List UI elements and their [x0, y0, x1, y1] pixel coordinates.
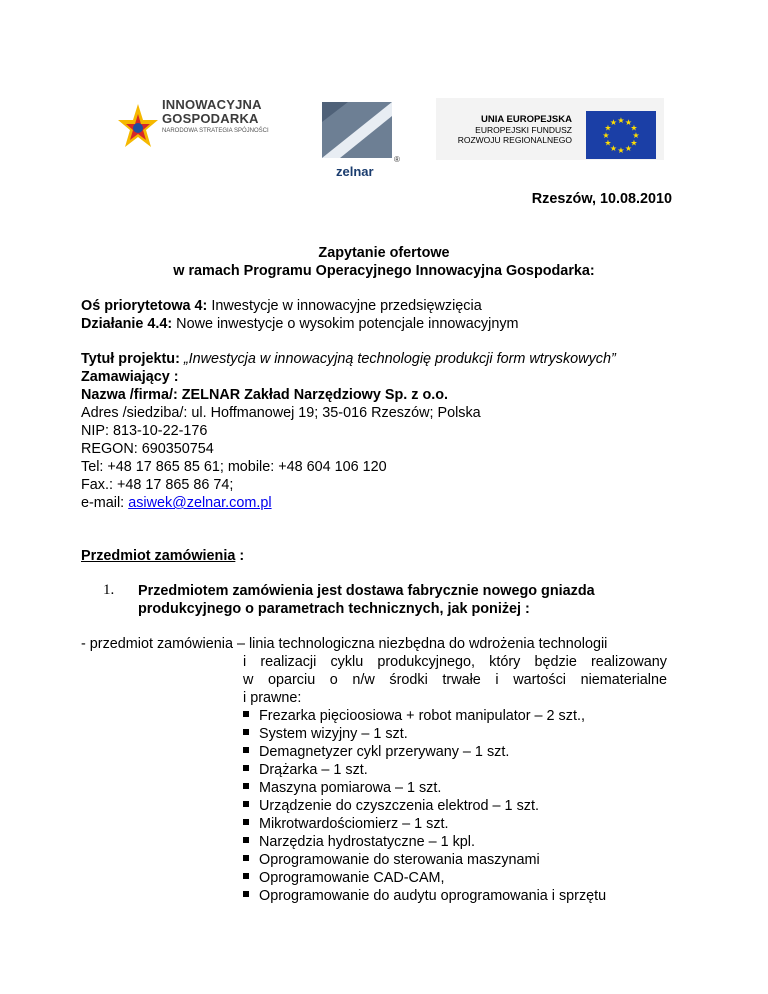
bullet-square-icon: [243, 855, 249, 861]
eu-flag-icon: [586, 111, 656, 159]
eu-star-icon: ★: [632, 131, 640, 140]
email-label: e-mail:: [81, 495, 129, 511]
zelnar-mark-icon: [318, 94, 408, 166]
list-item: Urządzenie do czyszczenia elektrod – 1 szt.: [243, 798, 539, 814]
ig-star-icon: [118, 102, 158, 152]
list-item: Maszyna pomiarowa – 1 szt.: [243, 780, 441, 796]
order-subject-heading: [81, 548, 244, 564]
list-item: Oprogramowanie do audytu oprogramowania i sprzętu: [243, 888, 606, 904]
bullet-square-icon: [243, 837, 249, 843]
measure-text: Nowe inwestycje o wysokim potencjale innowacyjnym: [172, 316, 519, 332]
item1-line2: produkcyjnego o parametrach technicznych, jak poniżej :: [138, 601, 530, 617]
ig-line2: GOSPODARKA: [162, 110, 259, 126]
list-item: Oprogramowanie do sterowania maszynami: [243, 852, 540, 868]
title-line1: Zapytanie ofertowe: [318, 245, 450, 261]
priority-axis-text: Inwestycje w innowacyjne przedsięwzięcia: [207, 298, 482, 314]
list-item: System wizyjny – 1 szt.: [243, 726, 408, 742]
bullet-square-icon: [243, 783, 249, 789]
registered-mark: ®: [394, 155, 400, 164]
project-title: [81, 351, 616, 367]
title-line2: w ramach Programu Operacyjnego Innowacyjna Gospodarka:: [173, 263, 595, 279]
eu-star-icon: ★: [617, 146, 625, 155]
bullet-square-icon: [243, 765, 249, 771]
item1-line1: Przedmiotem zamówienia jest dostawa fabrycznie nowego gniazda: [138, 583, 595, 599]
list-item: Narzędzia hydrostatyczne – 1 kpl.: [243, 834, 475, 850]
priority-axis: [81, 298, 482, 314]
bullet-square-icon: [243, 891, 249, 897]
ue-line3: ROZWOJU REGIONALNEGO: [457, 134, 572, 145]
company-regon: REGON: 690350754: [81, 441, 214, 457]
eu-star-icon: ★: [602, 131, 610, 140]
ig-line3: NARODOWA STRATEGIA SPÓJNOŚCI: [162, 128, 269, 135]
eu-star-icon: ★: [609, 144, 618, 153]
email-link[interactable]: asiwek@zelnar.com.pl: [128, 495, 272, 511]
zelnar-name: zelnar: [336, 164, 374, 179]
company-email: [81, 495, 272, 511]
desc-line2: i realizacji cyklu produkcyjnego, który będzie realizowany: [243, 654, 667, 670]
eu-star-icon: ★: [624, 144, 633, 153]
ig-line1: INNOWACYJNA: [162, 97, 262, 112]
order-subject-heading-text: Przedmiot zamówienia: [81, 548, 236, 564]
ordering-party: Zamawiający :: [81, 369, 179, 385]
bullet-square-icon: [243, 711, 249, 717]
item-number: 1.: [103, 582, 115, 598]
company-nip: NIP: 813-10-22-176: [81, 423, 208, 439]
desc-line4: i prawne:: [243, 690, 302, 706]
zelnar-logo: [318, 94, 408, 180]
unia-europejska-logo: [436, 98, 664, 160]
company-fax: Fax.: +48 17 865 86 74;: [81, 477, 234, 493]
priority-axis-label: Oś priorytetowa 4:: [81, 298, 208, 314]
bullet-square-icon: [243, 729, 249, 735]
desc-line1: - przedmiot zamówienia – linia technologiczna niezbędna do wdrożenia technologii: [81, 636, 608, 652]
innowacyjna-gospodarka-logo: [118, 98, 294, 160]
eu-star-icon: ★: [604, 123, 612, 133]
header-logos: [0, 86, 768, 179]
eu-star-icon: ★: [609, 118, 618, 127]
bullet-square-icon: [243, 873, 249, 879]
list-item: Drążarka – 1 szt.: [243, 762, 368, 778]
list-item: Frezarka pięcioosiowa + robot manipulator – 2 szt.,: [243, 708, 585, 724]
list-item: Oprogramowanie CAD-CAM,: [243, 870, 445, 886]
company-tel: Tel: +48 17 865 85 61; mobile: +48 604 106 120: [81, 459, 387, 475]
list-item: Mikrotwardościomierz – 1 szt.: [243, 816, 449, 832]
company-name: Nazwa /firma/: ZELNAR Zakład Narzędziowy Sp. z o.o.: [81, 387, 449, 403]
measure: [81, 316, 519, 332]
desc-line3: w oparciu o n/w środki trwałe i wartości niematerialne: [243, 672, 667, 688]
project-title-text: „Inwestycja w innowacyjną technologię produkcji form wtryskowych”: [183, 351, 616, 367]
ue-line2: EUROPEJSKI FUNDUSZ: [475, 124, 572, 135]
bullet-square-icon: [243, 747, 249, 753]
eu-star-icon: ★: [630, 123, 638, 133]
date-line: Rzeszów, 10.08.2010: [531, 191, 672, 207]
measure-label: Działanie 4.4:: [81, 316, 173, 332]
ue-line1: UNIA EUROPEJSKA: [481, 114, 572, 125]
project-title-label: Tytuł projektu:: [81, 351, 184, 367]
list-item: Demagnetyzer cykl przerywany – 1 szt.: [243, 744, 509, 760]
bullet-square-icon: [243, 801, 249, 807]
eu-star-icon: ★: [604, 138, 612, 148]
eu-star-icon: ★: [624, 118, 633, 127]
eu-star-icon: ★: [630, 138, 638, 148]
order-subject-colon: :: [235, 548, 245, 564]
eu-star-icon: ★: [617, 116, 625, 125]
bullet-square-icon: [243, 819, 249, 825]
company-address: Adres /siedziba/: ul. Hoffmanowej 19; 35-016 Rzeszów; Polska: [81, 405, 481, 421]
